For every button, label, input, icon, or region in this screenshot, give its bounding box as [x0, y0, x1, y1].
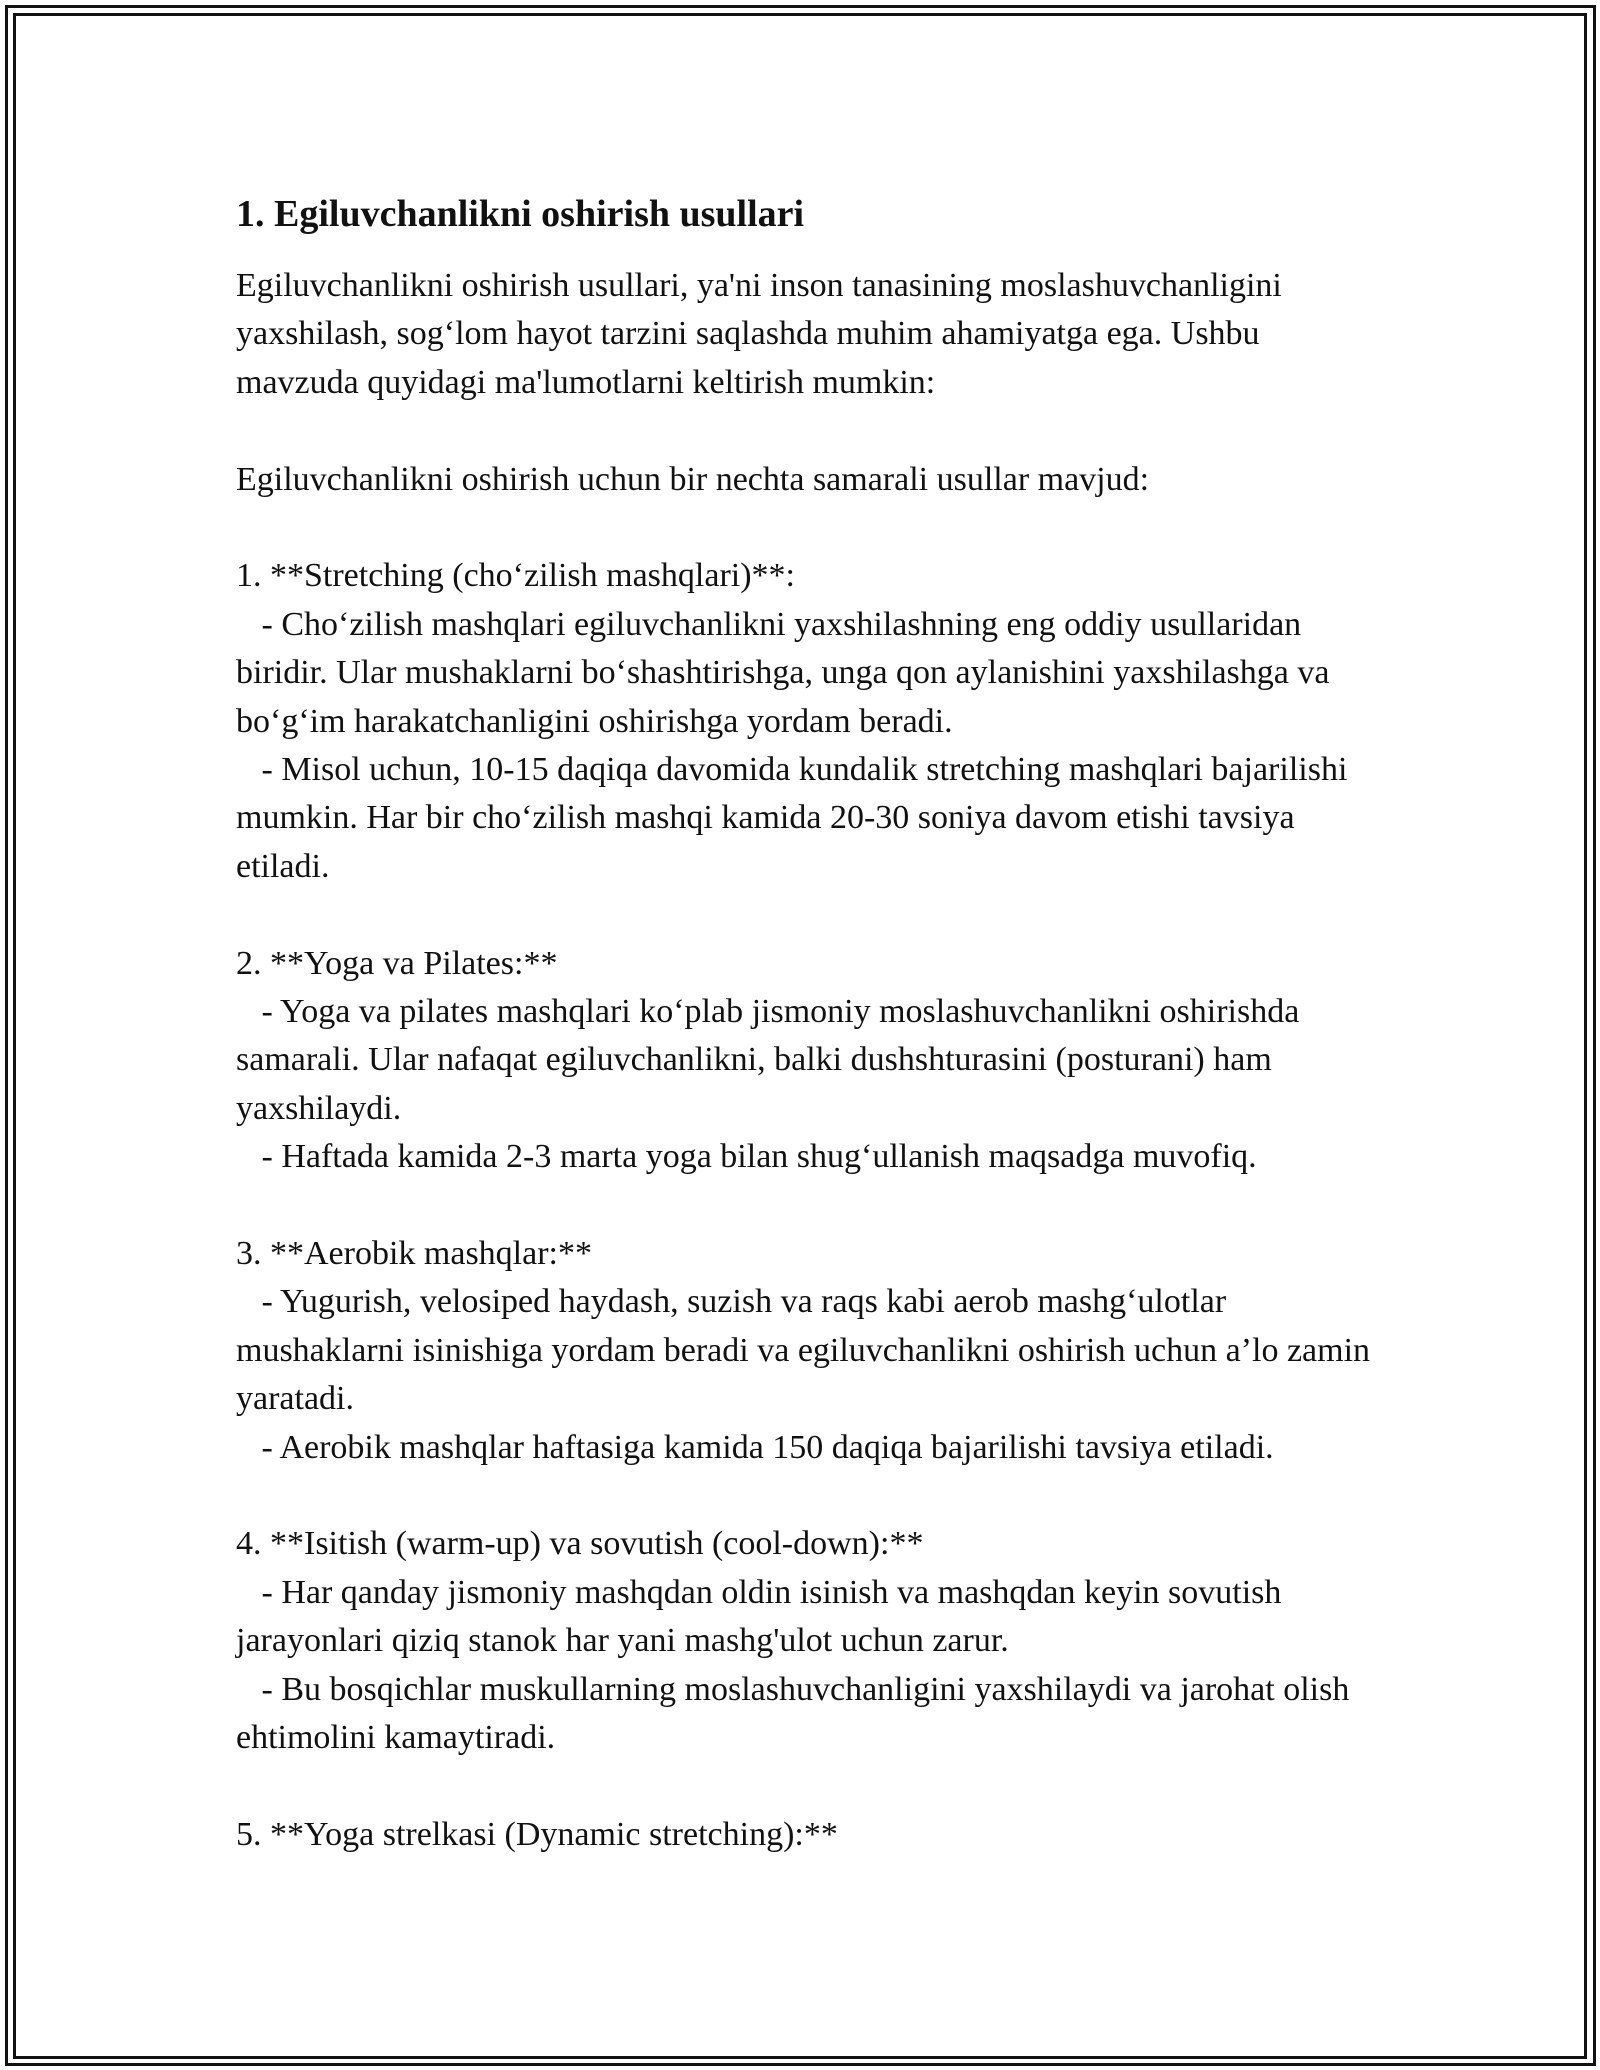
- section-point: - Cho‘zilish mashqlari egiluvchanlikni yaxshilashning eng oddiy usullaridan biridir. Ular mushaklarni bo‘shashtirishga, unga qon aylanishini yaxshilashga va bo‘g‘im harakatchanligini oshirishga yordam beradi.: [236, 605, 1338, 740]
- section-5: [236, 1811, 1376, 1859]
- spacer: [236, 504, 1376, 552]
- section-2: [236, 940, 1376, 1182]
- spacer: [236, 891, 1376, 939]
- section-point: - Bu bosqichlar muskullarning moslashuvchanligini yaxshilaydi va jarohat olish ehtimolini kamaytiradi.: [236, 1670, 1358, 1757]
- section-point: - Misol uchun, 10-15 daqiqa davomida kundalik stretching mashqlari bajarilishi mumkin. Har bir cho‘zilish mashqi kamida 20-30 soniya davom etishi tavsiya etiladi.: [236, 751, 1356, 885]
- section-3: [236, 1230, 1379, 1472]
- section-point: - Haftada kamida 2-3 marta yoga bilan shug‘ullanish maqsadga muvofiq.: [236, 1138, 1257, 1176]
- section-point: - Aerobik mashqlar haftasiga kamida 150 daqiqa bajarilishi tavsiya etiladi.: [236, 1428, 1274, 1466]
- lead-paragraph: Egiluvchanlikni oshirish uchun bir nechta samarali usullar mavjud:: [236, 460, 1150, 498]
- section-point: - Yoga va pilates mashqlari ko‘plab jismoniy moslashuvchanlikni oshirishda samarali. Ular nafaqat egiluvchanlikni, balki dushshturasini (posturani) ham yaxshilaydi.: [236, 993, 1308, 1127]
- section-title: 3. **Aerobik mashqlar:**: [236, 1235, 592, 1273]
- section-title: 4. **Isitish (warm-up) va sovutish (cool-down):**: [236, 1525, 924, 1563]
- section-point: - Har qanday jismoniy mashqdan oldin isinish va mashqdan keyin sovutish jarayonlari qiziq stanok har yani mashg'ulot uchun zarur.: [236, 1573, 1290, 1660]
- section-point: - Yugurish, velosiped haydash, suzish va raqs kabi aerob mashg‘ulotlar mushaklarni isinishiga yordam beradi va egiluvchanlikni oshirish uchun a’lo zamin yaratadi.: [236, 1283, 1379, 1418]
- section-title: 5. **Yoga strelkasi (Dynamic stretching):**: [236, 1815, 838, 1853]
- spacer: [236, 1472, 1376, 1520]
- spacer: [236, 1182, 1376, 1230]
- document-heading: 1. Egiluvchanlikni oshirish usullari: [236, 193, 805, 235]
- section-1: [236, 552, 1376, 891]
- spacer: [236, 407, 1376, 455]
- intro-paragraph: Egiluvchanlikni oshirish usullari, ya'ni inson tanasining moslashuvchanligini yaxshilash, sog‘lom hayot tarzini saqlashda muhim ahamiyatga ega. Ushbu mavzuda quyidagi ma'lumotlarni keltirish mumkin:: [236, 267, 1291, 401]
- document-body: [236, 186, 1379, 1859]
- section-title: 2. **Yoga va Pilates:**: [236, 944, 558, 982]
- section-4: [236, 1520, 1376, 1762]
- spacer: [236, 1763, 1376, 1811]
- section-title: 1. **Stretching (cho‘zilish mashqlari)**:: [236, 557, 795, 595]
